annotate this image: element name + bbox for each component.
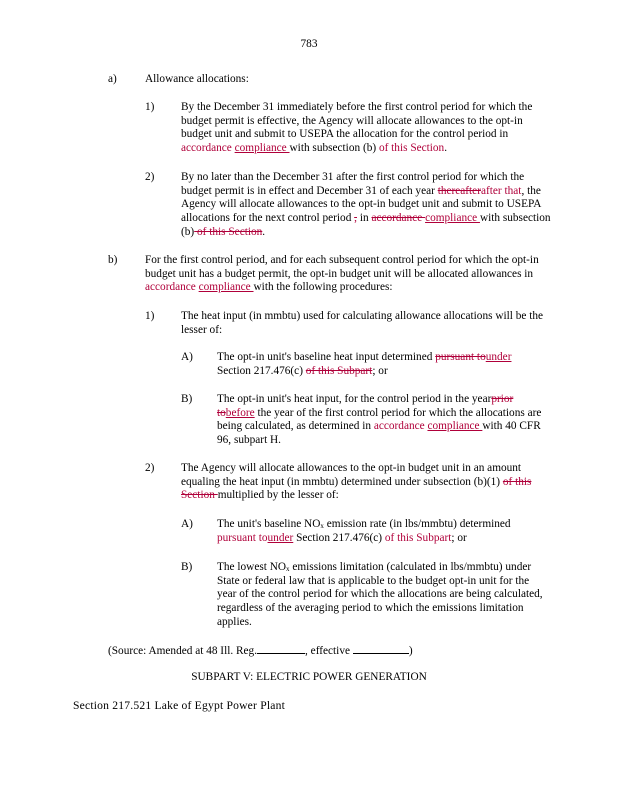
inserted-text: under bbox=[267, 531, 294, 544]
inserted-text: compliance bbox=[425, 212, 480, 225]
deleted-text: accordance bbox=[371, 212, 426, 225]
deleted-text: , bbox=[354, 212, 357, 225]
date-blank bbox=[353, 643, 409, 654]
paragraph-b2B: The lowest $NO_x$ emissions limitation (calculated in lbs/mmbtu) under State or federal law that is applicable to the budget opt-in unit for the year of the control period for which the allocations are being calculated, regardless of the averaging period to which the emissions limitation applies. bbox=[217, 561, 543, 628]
inserted-text: of this Section bbox=[378, 142, 445, 155]
paragraph-b1A: The opt-in unit's baseline heat input determined pursuant tounder Section 217.476(c) of this Subpart; or bbox=[217, 351, 512, 377]
inserted-text: accordance bbox=[373, 420, 425, 433]
page-number: 783 bbox=[300, 38, 318, 50]
deleted-text: pursuant to bbox=[435, 351, 486, 363]
label-b2A: A) bbox=[181, 518, 193, 530]
label-b: b) bbox=[108, 254, 118, 266]
inserted-text: accordance bbox=[181, 142, 232, 155]
label-b2B: B) bbox=[181, 561, 193, 573]
deleted-text: of this Section bbox=[194, 225, 263, 238]
inserted-text: pursuant to bbox=[217, 531, 268, 544]
subpart-heading: SUBPART V: ELECTRIC POWER GENERATION bbox=[191, 671, 427, 683]
inserted-text: under bbox=[485, 351, 512, 363]
section-heading: Section 217.521 Lake of Egypt Power Plant bbox=[73, 699, 286, 712]
paragraph-a1: By the December 31 immediately before the first control period for which the budget permit is effective, the Agency will allocate allowances to the opt-in budget unit and submit to USEPA the allocation for the control period in accordance compliance with subsection (b) of this Section. bbox=[181, 101, 533, 155]
label-a2: 2) bbox=[145, 171, 155, 183]
deleted-text: of this Section bbox=[181, 475, 532, 502]
source-note: (Source: Amended at 48 Ill. Reg. , effective ) bbox=[108, 645, 413, 657]
label-a: a) bbox=[108, 73, 117, 85]
paragraph-a2: By no later than the December 31 after the first control period for which the budget permit is in effect and December 31 of each year thereafterafter that, the Agency will allocate allowances to the opt-in budget unit and submit to USEPA allocations for the next control period , in accordance compliance with subsection (b) of this Section. bbox=[181, 171, 551, 238]
label-b1: 1) bbox=[145, 310, 155, 322]
paragraph-b2: The Agency will allocate allowances to the opt-in budget unit in an amount equaling the heat input (in mmbtu) determined under subsection (b)(1) of this Section multiplied by the lesser of: bbox=[181, 462, 532, 502]
deleted-text: thereafter bbox=[437, 184, 481, 197]
paragraph-b1B: The opt-in unit's heat input, for the control period in the yearprior tobefore the year of the first control period for which the allocations are being calculated, as determined in accordance compliance with 40 CFR 96, subpart H. bbox=[217, 393, 542, 447]
inserted-text: compliance bbox=[427, 420, 483, 433]
paragraph-b2A: The unit's baseline $NO_x$ emission rate (in lbs/mmbtu) determined pursuant tounder Section 217.476(c) of this Subpart; or bbox=[217, 518, 511, 544]
inserted-text: of this Subpart bbox=[384, 531, 452, 544]
label-b2: 2) bbox=[145, 462, 155, 474]
reg-blank bbox=[257, 643, 305, 654]
label-a1: 1) bbox=[145, 101, 155, 113]
inserted-text: compliance bbox=[198, 281, 254, 294]
label-b1B: B) bbox=[181, 393, 193, 405]
inserted-text: compliance bbox=[234, 142, 290, 155]
paragraph-b1: The heat input (in mmbtu) used for calculating allowance allocations will be the lesser of: bbox=[181, 310, 544, 336]
heading-allowance-allocations: Allowance allocations: bbox=[145, 73, 249, 85]
label-b1A: A) bbox=[181, 351, 193, 363]
inserted-text: accordance bbox=[145, 281, 196, 294]
inserted-text: before bbox=[225, 406, 255, 419]
inserted-text: after that bbox=[480, 184, 522, 197]
paragraph-b: For the first control period, and for each subsequent control period for which the opt-in budget unit has a budget permit, the opt-in budget unit will be allocated allowances in accordance compliance with the following procedures: bbox=[145, 254, 539, 294]
deleted-text: prior to bbox=[217, 393, 514, 419]
deleted-text: of this Subpart bbox=[305, 364, 373, 377]
